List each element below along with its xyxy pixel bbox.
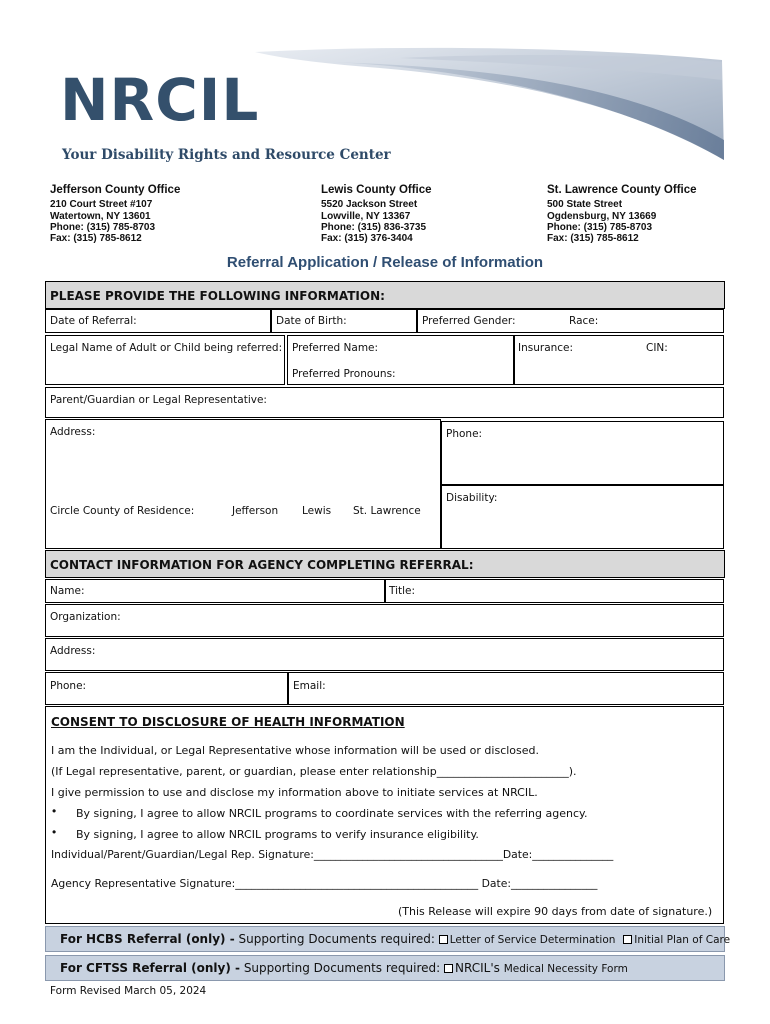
agency-title-field[interactable] bbox=[385, 579, 724, 603]
office-phone: Phone: (315) 785-8703 bbox=[547, 221, 653, 233]
checkbox-icon[interactable] bbox=[623, 935, 632, 944]
office-phone: Phone: (315) 836-3735 bbox=[321, 221, 427, 233]
office-lewis bbox=[321, 185, 432, 244]
section-header-contact-text: CONTACT INFORMATION FOR AGENCY COMPLETING REFERRAL: bbox=[50, 558, 474, 572]
office-st-lawrence bbox=[547, 185, 697, 244]
bullet-icon: • bbox=[52, 804, 57, 818]
disability-label: Disability: bbox=[446, 492, 498, 504]
checkbox-icon[interactable] bbox=[439, 935, 448, 944]
agency-address-field[interactable] bbox=[45, 638, 724, 671]
guardian-label: Parent/Guardian or Legal Representative: bbox=[50, 394, 267, 406]
checkbox-icon[interactable] bbox=[444, 964, 453, 973]
office-city: Ogdensburg, NY 13669 bbox=[547, 210, 657, 222]
cin-label: CIN: bbox=[646, 342, 668, 354]
consent-header: CONSENT TO DISCLOSURE OF HEALTH INFORMATION bbox=[51, 715, 405, 729]
office-city: Lowville, NY 13367 bbox=[321, 210, 411, 222]
bullet-icon: • bbox=[52, 825, 57, 839]
county-label: Circle County of Residence: bbox=[50, 505, 195, 517]
form-revision-date: Form Revised March 05, 2024 bbox=[50, 985, 207, 997]
race-label: Race: bbox=[569, 315, 599, 327]
office-name: Jefferson County Office bbox=[50, 184, 181, 196]
agency-signature-line[interactable]: Agency Representative Signature:_____________________________________________ Date:________________ bbox=[51, 877, 598, 890]
office-street: 210 Court Street #107 bbox=[50, 199, 153, 211]
office-street: 500 State Street bbox=[547, 199, 623, 211]
form-title: Referral Application / Release of Information bbox=[226, 254, 544, 271]
org-logo-text: NRCIL bbox=[60, 66, 260, 134]
preferred-gender-label: Preferred Gender: bbox=[422, 315, 516, 327]
hcbs-label: For HCBS Referral (only) - bbox=[60, 932, 235, 946]
county-option-jefferson[interactable]: Jefferson bbox=[232, 505, 279, 517]
organization-field[interactable] bbox=[45, 604, 724, 637]
individual-signature-line[interactable]: Individual/Parent/Guardian/Legal Rep. Signature:___________________________________Date:_______________ bbox=[51, 848, 614, 861]
county-option-lewis[interactable]: Lewis bbox=[302, 505, 332, 517]
cftss-label: For CFTSS Referral (only) - bbox=[60, 961, 240, 975]
consent-line-3: I give permission to use and disclose my information above to initiate services at NRCIL. bbox=[51, 786, 538, 799]
address-label: Address: bbox=[50, 426, 96, 438]
office-name: St. Lawrence County Office bbox=[547, 184, 697, 196]
agency-title-label: Title: bbox=[389, 585, 416, 597]
consent-line-1: I am the Individual, or Legal Representative whose information will be used or disclosed. bbox=[51, 744, 540, 757]
agency-phone-label: Phone: bbox=[50, 680, 87, 692]
office-street: 5520 Jackson Street bbox=[321, 199, 418, 211]
consent-bullet-2: By signing, I agree to allow NRCIL programs to verify insurance eligibility. bbox=[76, 828, 479, 841]
org-tagline: Your Disability Rights and Resource Center bbox=[62, 147, 391, 163]
cftss-referral-text bbox=[60, 961, 628, 975]
office-fax: Fax: (315) 376-3404 bbox=[321, 233, 413, 245]
preferred-pronouns-label: Preferred Pronouns: bbox=[292, 368, 396, 380]
office-fax: Fax: (315) 785-8612 bbox=[50, 233, 142, 245]
hcbs-docs: Supporting Documents required: bbox=[238, 932, 435, 946]
office-fax: Fax: (315) 785-8612 bbox=[547, 233, 639, 245]
office-phone: Phone: (315) 785-8703 bbox=[50, 221, 156, 233]
office-city: Watertown, NY 13601 bbox=[50, 210, 151, 222]
insurance-label: Insurance: bbox=[518, 342, 574, 354]
preferred-name-label: Preferred Name: bbox=[292, 342, 379, 354]
legal-name-label: Legal Name of Adult or Child being referred: bbox=[50, 342, 283, 354]
consent-bullet-1: By signing, I agree to allow NRCIL programs to coordinate services with the referring agency. bbox=[76, 807, 588, 820]
section-header-info-text: PLEASE PROVIDE THE FOLLOWING INFORMATION: bbox=[50, 289, 385, 303]
address-field[interactable] bbox=[45, 419, 441, 549]
phone-field[interactable] bbox=[441, 421, 724, 485]
agency-name-field[interactable] bbox=[45, 579, 385, 603]
office-name: Lewis County Office bbox=[321, 184, 432, 196]
phone-label: Phone: bbox=[446, 428, 483, 440]
hcbs-option-plan: Initial Plan of Care bbox=[634, 934, 731, 946]
cftss-docs: Supporting Documents required: bbox=[243, 961, 441, 975]
cftss-option-org: NRCIL's bbox=[455, 961, 500, 975]
agency-address-label: Address: bbox=[50, 645, 96, 657]
date-of-birth-label: Date of Birth: bbox=[276, 315, 347, 327]
hcbs-option-letter: Letter of Service Determination bbox=[449, 934, 616, 946]
office-jefferson bbox=[50, 185, 180, 244]
hcbs-referral-text bbox=[60, 932, 730, 946]
agency-name-label: Name: bbox=[50, 585, 85, 597]
consent-line-2: (If Legal representative, parent, or guardian, please enter relationship________________________). bbox=[51, 765, 577, 778]
county-option-st-lawrence[interactable]: St. Lawrence bbox=[353, 505, 421, 517]
release-expiry-note: (This Release will expire 90 days from date of signature.) bbox=[398, 905, 713, 918]
agency-email-field[interactable] bbox=[288, 672, 724, 705]
date-of-referral-label: Date of Referral: bbox=[50, 315, 137, 327]
organization-label: Organization: bbox=[50, 611, 121, 623]
cftss-option-form: Medical Necessity Form bbox=[503, 963, 628, 975]
agency-email-label: Email: bbox=[293, 680, 326, 692]
